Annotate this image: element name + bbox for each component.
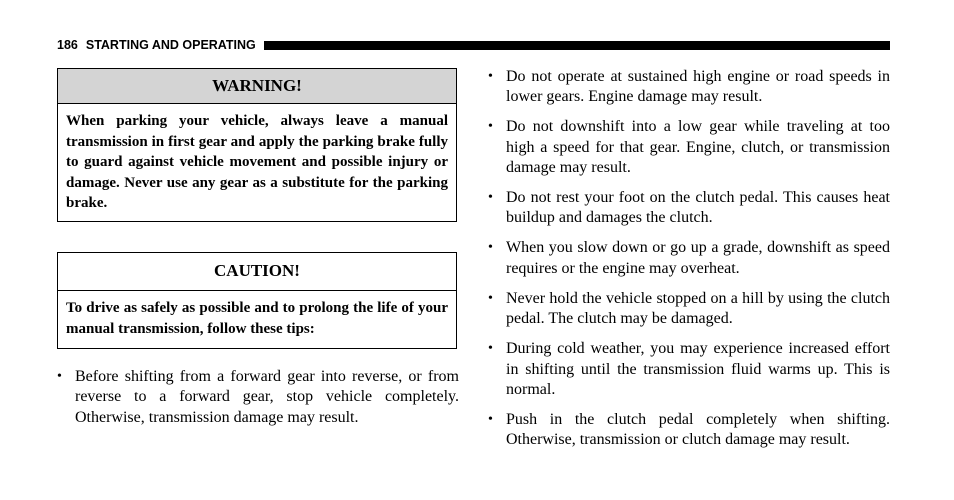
- section-title: STARTING AND OPERATING: [85, 38, 256, 52]
- list-item-text: Do not downshift into a low gear while traveling at too high a speed for that gear. Engine, clutch, or transmission damage may result.: [506, 118, 890, 176]
- bullet-icon: •: [488, 240, 493, 256]
- caution-box: [57, 252, 457, 349]
- list-item: [488, 238, 890, 279]
- list-item-text: During cold weather, you may experience increased effort in shifting until the transmission fluid warms up. This is normal.: [506, 340, 890, 398]
- list-item-text: Never hold the vehicle stopped on a hill by using the clutch pedal. The clutch may be damaged.: [506, 289, 890, 328]
- list-item: [488, 289, 890, 330]
- list-item-text: Do not operate at sustained high engine or road speeds in lower gears. Engine damage may result.: [506, 68, 890, 106]
- list-item-text: When you slow down or go up a grade, downshift as speed requires or the engine may overheat.: [506, 239, 890, 277]
- list-item: [488, 117, 890, 178]
- list-item: [488, 410, 890, 451]
- bullet-icon: •: [488, 119, 493, 135]
- warning-box: [57, 68, 457, 222]
- bullet-icon: •: [57, 369, 62, 384]
- bullet-icon: •: [488, 290, 493, 306]
- list-item: [488, 339, 890, 400]
- header-rule: [264, 41, 890, 50]
- list-item: [488, 67, 890, 108]
- caution-text: To drive as safely as possible and to prolong the life of your manual transmission, follow these tips:: [66, 300, 448, 337]
- list-item-text: Do not rest your foot on the clutch pedal. This causes heat buildup and damages the clutch.: [506, 189, 890, 227]
- page-number: 186: [57, 38, 78, 52]
- right-tips-list: [488, 67, 890, 460]
- page-header: [57, 37, 890, 53]
- bullet-icon: •: [488, 69, 493, 84]
- list-item-text: Push in the clutch pedal completely when shifting. Otherwise, transmission or clutch damage may result.: [506, 410, 890, 449]
- caution-title: CAUTION!: [58, 253, 456, 291]
- warning-text: When parking your vehicle, always leave a manual transmission in first gear and apply the parking brake fully to guard against vehicle movement and possible injury or damage. Never use any gear as a substitute for the parking brake.: [66, 113, 448, 211]
- left-tips-list: [57, 367, 459, 428]
- list-item-text: Before shifting from a forward gear into reverse, or from reverse to a forward gear, stop vehicle completely. Otherwise, transmission damage may result.: [75, 368, 459, 426]
- bullet-icon: •: [488, 190, 493, 206]
- bullet-icon: •: [488, 411, 493, 427]
- list-item: [57, 367, 459, 428]
- warning-title: WARNING!: [58, 69, 456, 104]
- bullet-icon: •: [488, 341, 493, 357]
- list-item: [488, 188, 890, 229]
